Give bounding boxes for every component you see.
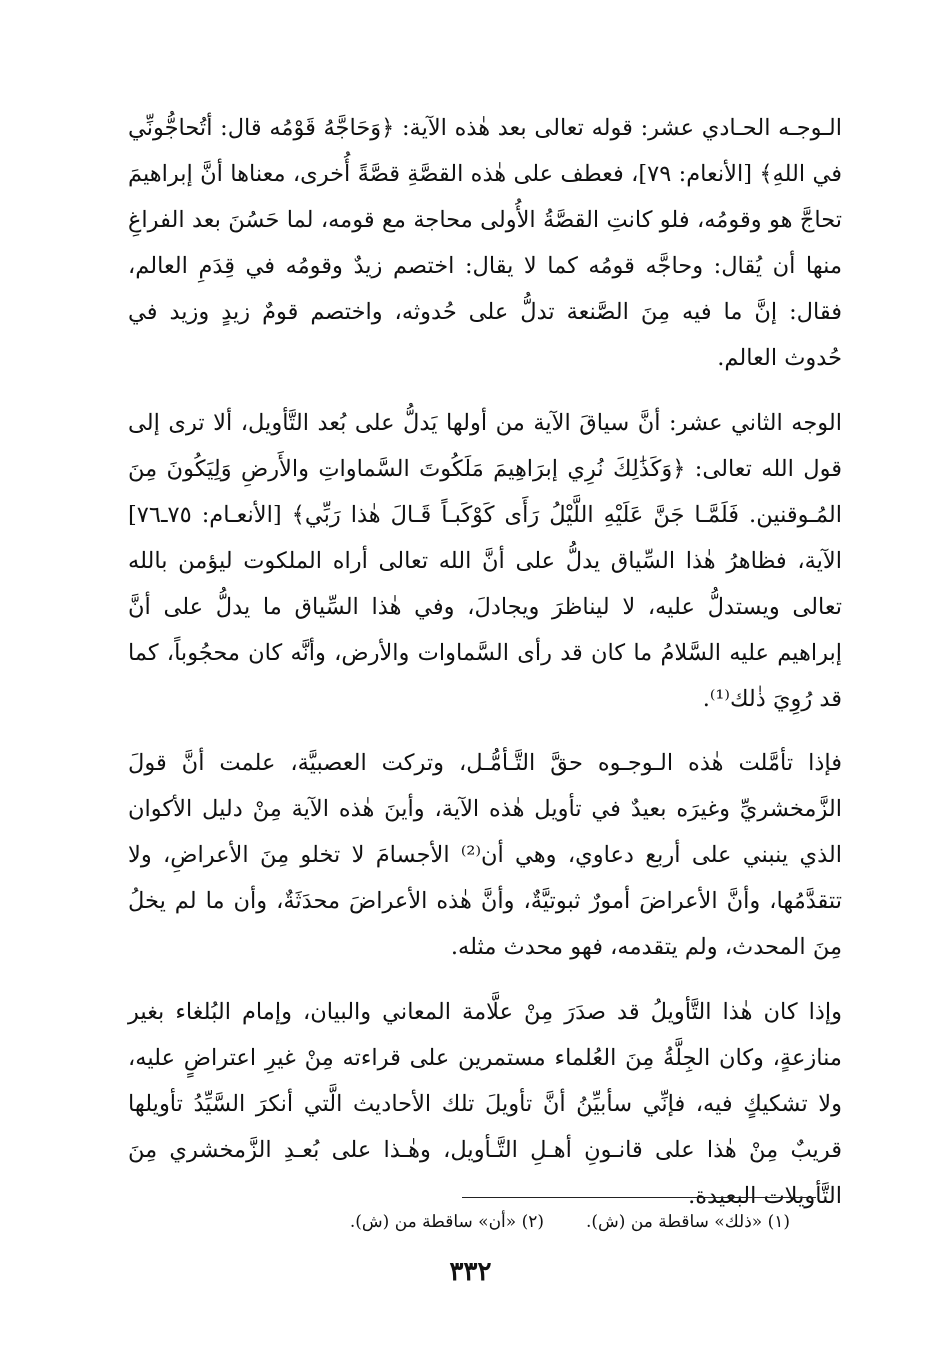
footnote-divider	[462, 1197, 816, 1198]
paragraph-eleventh-aspect: الـوجـه الحـادي عشر: قوله تعالى بعد هٰذه الآية: ﴿وَحَاجَّهُ قَوْمُه قال: أتُحاجُّونِّي في اللهِ﴾ [الأنعام: ٧٩]، فعطف على هٰذه القصَّةِ قصَّةً أُخرى، معناها أنَّ إبراهيمَ تحاجَّ هو وقومُه، فلو كانتِ القصَّةُ الأُولى محاجة مع قومه، لما حَسُنَ بعد الفراغِ منها أن يُقال: وحاجَّه قومُه كما لا يقال: اختصم زيدٌ وقومُه في قِدَمِ العالم، فقال: إنَّ ما فيه مِنَ الصَّنعة تدلُّ على حُدوثه، واختصم قومٌ زيدٍ وزيد في حُدوث العالم.	[128, 114, 842, 371]
footnote-1: (١) «ذلك» ساقطة من (ش).	[586, 1212, 790, 1232]
paragraph-conclusion: وإذا كان هٰذا التَّأويلُ قد صدَرَ مِنْ علَّامة المعاني والبيان، وإمام البُلغاء بغير منازعةٍ، وكان الجِلَّةُ مِنَ العُلماء مستمرين على قراءته مِنْ غيرِ اعتراضٍ عليه، ولا تشكيكٍ فيه، فإنِّي سأبيِّنُ أنَّ تأويلَ تلك الأحاديث الَّتي أنكرَ السَّيِّدُ تأويلها قريبٌ مِنْ هٰذا على قانـونِ أهـلِ التَّـأويل، وهٰـذا على بُعـدِ الزَّمخشري مِنَ التَّأويلات البعيدة.	[128, 998, 842, 1209]
paragraph-twelfth-aspect: الوجه الثاني عشر: أنَّ سياقَ الآية من أولها يَدلُّ على بُعد التَّأويل، ألا ترى إلى قول الله تعالى: ﴿وَكَذَٰلِكَ نُرِي إبرَاهِيمَ مَلَكُوتَ السَّماواتِ والأَرضِ وَلِيَكُونَ مِنَ المُـوقنين. فَلَمَّـا جَنَّ عَلَيْهِ اللَّيْلُ رَأَى كَوْكَبـاً قَـالَ هٰذا رَبِّي﴾ [الأنعـام: ٧٥ـ٧٦] الآية، فظاهرُ هٰذا السِّياق يدلُّ على أنَّ الله تعالى أراه الملكوت ليؤمن بالله تعالى ويستدلُّ عليه، لا ليناظرَ ويجادلَ، وفي هٰذا السِّياق ما يدلُّ على أنَّ إبراهيم عليه السَّلامُ ما كان قد رأى السَّماوات والأرض، وأنَّه كان محجُوباً، كما قد رُوِيَ ذٰلك⁽¹⁾.	[128, 409, 842, 712]
page-number: ٣٣٢	[449, 1257, 492, 1287]
paragraph-reflection: فإذا تأمَّلت هٰذه الـوجـوه حقَّ التَّـأمُّـل، وتركت العصبيَّة، علمت أنَّ قولَ الزَّمخشريِّ وغيرَه بعيدٌ في تأويل هٰذه الآية، وأينَ هٰذه الآية مِنْ دليل الأكوان الذي ينبني على أربع دعاوي، وهي أن⁽²⁾ الأجسامَ لا تخلو مِنَ الأعراضِ، ولا تتقدَّمُها، وأنَّ الأعراضَ أمورٌ ثبوتيَّةٌ، وأنَّ هٰذه الأعراضَ محدَثَةٌ، وأن ما لم يخلُ مِنَ المحدث، ولم يتقدمه، فهو محدث مثله.	[128, 749, 842, 960]
footnote-2: (٢) «أن» ساقطة من (ش).	[349, 1212, 544, 1232]
footnotes	[200, 1208, 790, 1236]
